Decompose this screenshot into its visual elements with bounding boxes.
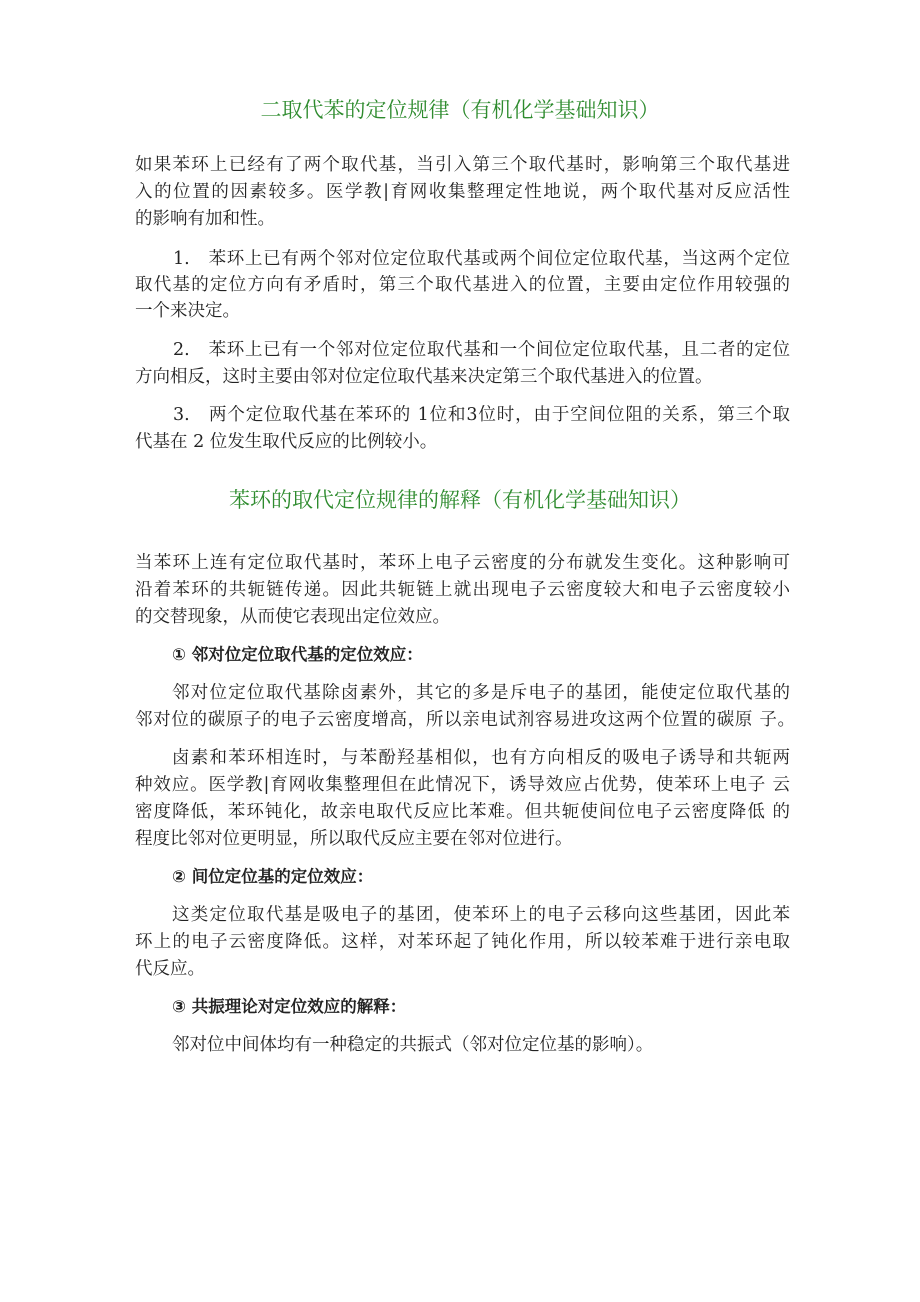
paragraph-line: 程度比邻对位更明显，所以取代反应主要在邻对位进行。: [135, 829, 573, 849]
paragraph-line: 这类定位取代基是吸电子的基团，使苯环上的电子云移向这些基团，因此苯: [172, 905, 790, 925]
list-item-3: 代基在 2 位发生取代反应的比例较小。: [135, 432, 438, 452]
paragraph-line: 代反应。: [135, 959, 205, 979]
list-item-1: 取代基的定位方向有矛盾时，第三个取代基进入的位置，主要由定位作用较强的: [135, 275, 790, 295]
intro-line: 沿着苯环的共轭链传递。因此共轭链上就出现电子云密度较大和电子云密度较小: [135, 580, 790, 600]
paragraph-line: 种效应。医学教|育网收集整理但在此情况下，诱导效应占优势，使苯环上电子 云: [135, 775, 790, 795]
subheading-1: ① 邻对位定位取代基的定位效应：: [172, 645, 423, 664]
intro-line: 当苯环上连有定位取代基时，苯环上电子云密度的分布就发生变化。这种影响可: [135, 553, 790, 573]
intro-line: 的影响有加和性。: [135, 209, 275, 229]
list-item-2: 2. 苯环上已有一个邻对位定位取代基和一个间位定位取代基，且二者的定位: [173, 340, 790, 360]
subheading-3: ③ 共振理论对定位效应的解释：: [172, 997, 407, 1016]
paragraph-line: 环上的电子云密度降低。这样，对苯环起了钝化作用，所以较苯难于进行亲电取: [135, 932, 790, 952]
section2-title: 苯环的取代定位规律的解释（有机化学基础知识）: [229, 488, 691, 512]
paragraph-line: 邻对位定位取代基除卤素外，其它的多是斥电子的基团，能使定位取代基的: [172, 683, 790, 703]
paragraph-line: 邻对位中间体均有一种稳定的共振式（邻对位定位基的影响）。: [172, 1035, 654, 1055]
intro-line: 如果苯环上已经有了两个取代基，当引入第三个取代基时，影响第三个取代基进: [135, 155, 790, 175]
list-item-1: 1. 苯环上已有两个邻对位定位取代基或两个间位定位取代基，当这两个定位: [173, 249, 790, 269]
list-item-1: 一个来决定。: [135, 301, 240, 321]
paragraph-line: 邻对位的碳原子的电子云密度增高，所以亲电试剂容易进攻这两个位置的碳原 子。: [135, 710, 795, 730]
intro-line: 的交替现象，从而使它表现出定位效应。: [135, 607, 450, 627]
list-item-3: 3. 两个定位取代基在苯环的 1位和3位时，由于空间位阻的关系，第三个取: [173, 405, 790, 425]
intro-line: 入的位置的因素较多。医学教|育网收集整理定性地说，两个取代基对反应活性: [135, 182, 790, 202]
list-item-2: 方向相反，这时主要由邻对位定位取代基来决定第三个取代基进入的位置。: [135, 367, 713, 387]
subheading-2: ② 间位定位基的定位效应：: [172, 867, 374, 886]
paragraph-line: 卤素和苯环相连时，与苯酚羟基相似，也有方向相反的吸电子诱导和共轭两: [172, 748, 790, 768]
paragraph-line: 密度降低，苯环钝化，故亲电取代反应比苯难。但共轭使间位电子云密度降低 的: [135, 802, 790, 822]
section1-title: 二取代苯的定位规律（有机化学基础知识）: [260, 98, 660, 122]
